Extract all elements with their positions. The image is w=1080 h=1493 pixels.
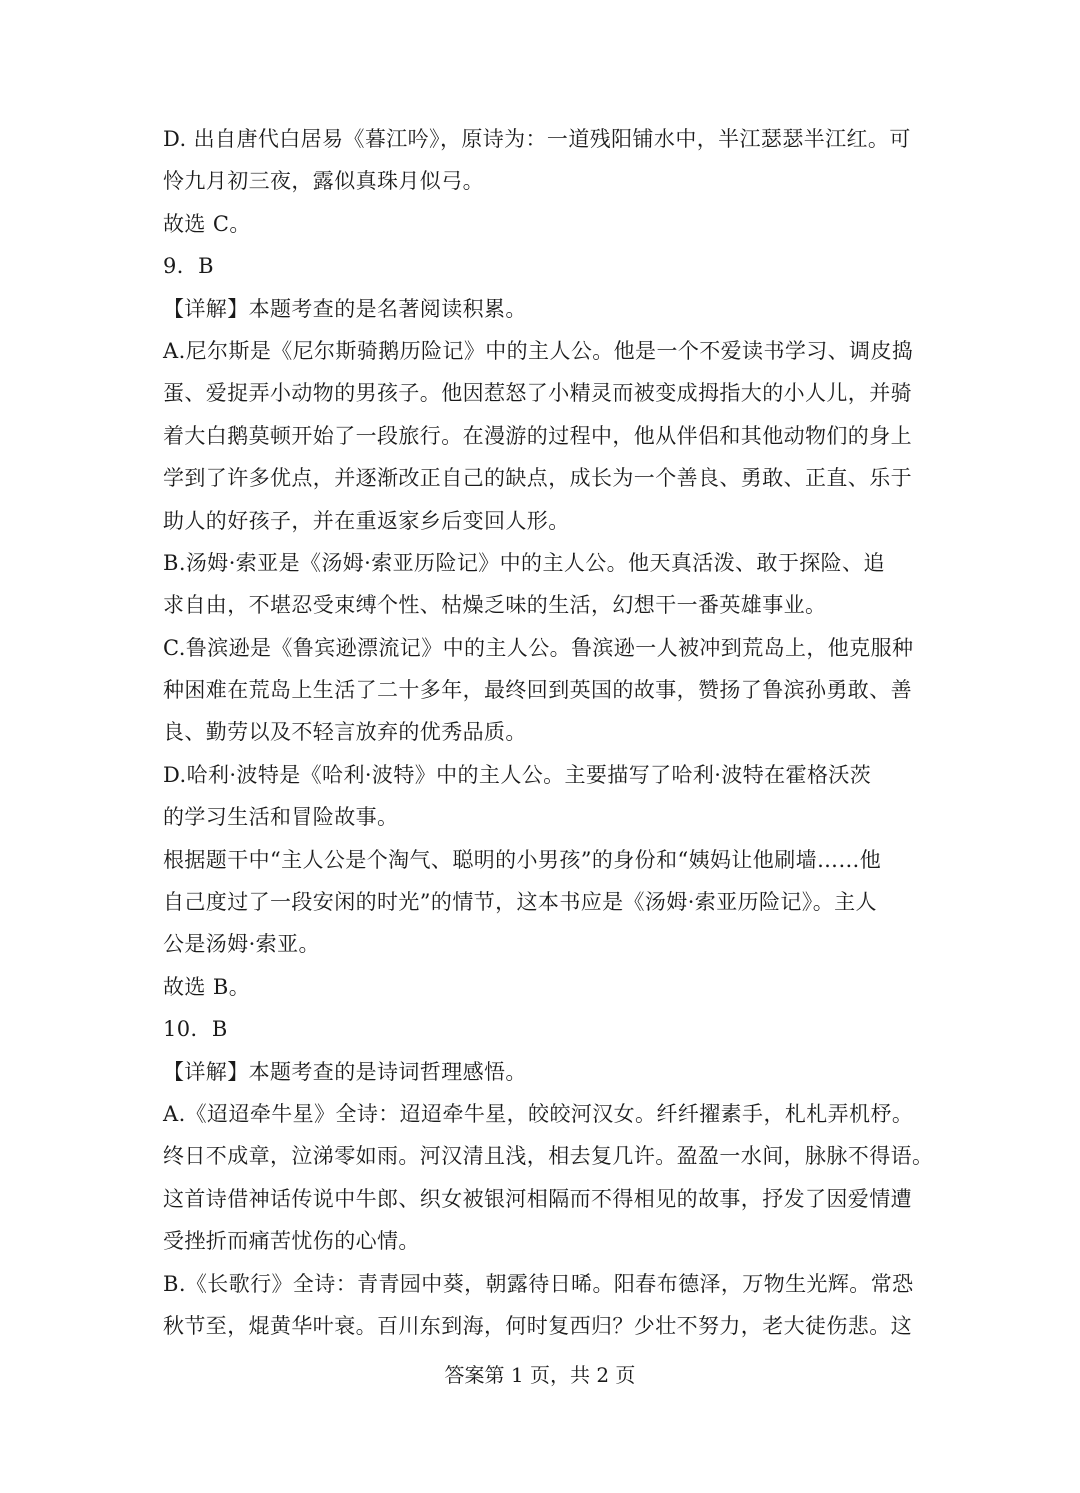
text-line: 蛋、爱捉弄小动物的男孩子。他因惹怒了小精灵而被变成拇指大的小人儿，并骑 — [163, 381, 912, 406]
question-number: 10．B — [163, 1017, 228, 1042]
text-line: 秋节至，焜黄华叶衰。百川东到海，何时复西归？少壮不努力，老大徒伤悲。这 — [163, 1313, 912, 1338]
text-line: 助人的好孩子，并在重返家乡后变回人形。 — [163, 508, 570, 533]
text-line: 求自由，不堪忍受束缚个性、枯燥乏味的生活，幻想干一番英雄事业。 — [163, 593, 827, 618]
text-line: 学到了许多优点，并逐渐改正自己的缺点，成长为一个善良、勇敢、正直、乐于 — [163, 466, 912, 491]
text-line: 种困难在荒岛上生活了二十多年，最终回到英国的故事，赞扬了鲁滨孙勇敢、善 — [163, 678, 912, 703]
text-line: 受挫折而痛苦忧伤的心情。 — [163, 1229, 420, 1254]
text-line: 这首诗借神话传说中牛郎、织女被银河相隔而不得相见的故事，抒发了因爱情遭 — [163, 1186, 912, 1211]
text-line: C.鲁滨逊是《鲁宾逊漂流记》中的主人公。鲁滨逊一人被冲到荒岛上，他克服种 — [163, 635, 914, 660]
text-line: 【详解】本题考查的是名著阅读积累。 — [163, 296, 527, 321]
text-line: 公是汤姆·索亚。 — [163, 932, 320, 957]
page-footer: 答案第 1 页，共 2 页 — [444, 1363, 636, 1387]
text-line: 自己度过了一段安闲的时光”的情节，这本书应是《汤姆·索亚历险记》。主人 — [163, 890, 877, 915]
text-line: 故选 B。 — [163, 974, 251, 999]
text-line: D. 出自唐代白居易《暮江吟》，原诗为：一道残阳铺水中，半江瑟瑟半江红。可 — [163, 127, 911, 151]
text-line: 怜九月初三夜，露似真珠月似弓。 — [163, 169, 484, 194]
question-number: 9．B — [163, 254, 214, 279]
text-line: B.《长歌行》全诗：青青园中葵，朝露待日晞。阳春布德泽，万物生光辉。常恐 — [163, 1271, 914, 1296]
text-line: 【详解】本题考查的是诗词哲理感悟。 — [163, 1059, 527, 1084]
text-line: A.《迢迢牵牛星》全诗：迢迢牵牛星，皎皎河汉女。纤纤擢素手，札札弄机杼。 — [163, 1101, 914, 1126]
text-line: 故选 C。 — [163, 211, 251, 236]
text-line: 良、勤劳以及不轻言放弃的优秀品质。 — [163, 720, 527, 745]
text-line: 着大白鹅莫顿开始了一段旅行。在漫游的过程中，他从伴侣和其他动物们的身上 — [163, 423, 912, 448]
text-line: 终日不成章，泣涕零如雨。河汉清且浅，相去复几许。盈盈一水间，脉脉不得语。 — [163, 1144, 934, 1169]
text-line: B.汤姆·索亚是《汤姆·索亚历险记》中的主人公。他天真活泼、敢于探险、追 — [163, 550, 885, 575]
text-line: A.尼尔斯是《尼尔斯骑鹅历险记》中的主人公。他是一个不爱读书学习、调皮捣 — [163, 338, 914, 363]
text-line: 根据题干中“主人公是个淘气、聪明的小男孩”的身份和“姨妈让他刷墙……他 — [163, 847, 882, 872]
text-line: 的学习生活和冒险故事。 — [163, 805, 399, 830]
answer-body — [163, 118, 934, 1347]
text-line: D.哈利·波特是《哈利·波特》中的主人公。主要描写了哈利·波特在霍格沃茨 — [163, 762, 872, 787]
